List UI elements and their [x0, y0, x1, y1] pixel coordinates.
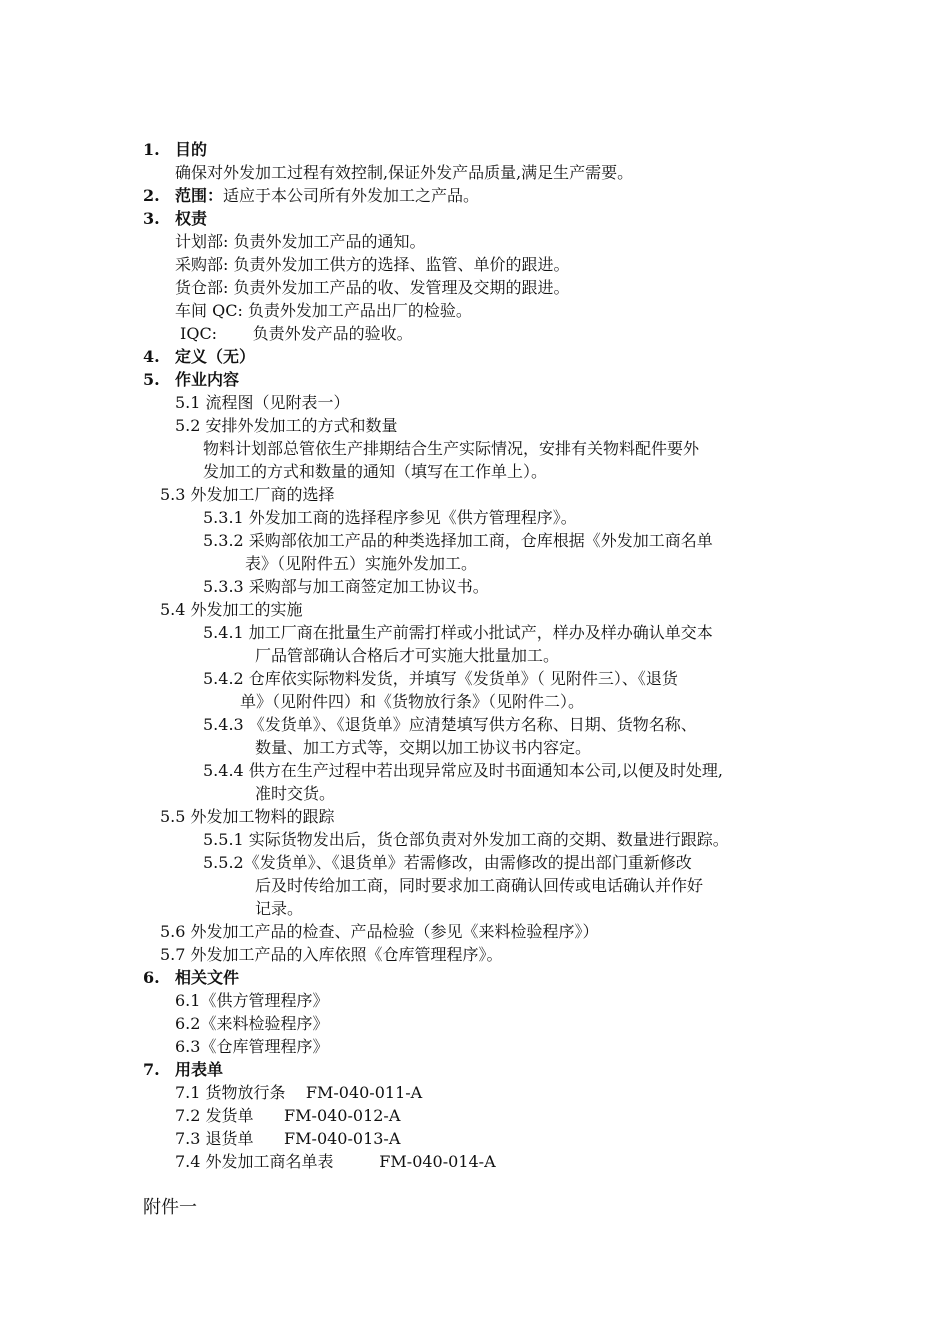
section-2-heading — [143, 185, 479, 207]
clause-5-2-text-cont: 发加工的方式和数量的通知（填写在工作单上）。 — [203, 462, 548, 481]
section-title: 权责 — [175, 209, 208, 228]
section-1-text: 确保对外发加工过程有效控制,保证外发产品质量,满足生产需要。 — [175, 163, 634, 182]
section-number: 4. — [143, 347, 160, 366]
clause-5-2: 5.2 安排外发加工的方式和数量 — [175, 416, 398, 435]
related-doc-item: 6.2《来料检验程序》 — [175, 1014, 329, 1033]
clause-5-5: 5.5 外发加工物料的跟踪 — [160, 807, 335, 826]
section-number: 2. — [143, 186, 160, 205]
clause-5-4-4-cont: 准时交货。 — [255, 784, 336, 803]
section-title: 目的 — [175, 140, 208, 159]
section-4-heading — [143, 346, 255, 368]
attachment-label: 附件一 — [143, 1197, 197, 1218]
clause-5-4-1-cont: 厂品管部确认合格后才可实施大批量加工。 — [255, 646, 560, 665]
section-7-heading — [143, 1059, 223, 1081]
section-title: 作业内容 — [175, 370, 240, 389]
clause-5-3-3: 5.3.3 采购部与加工商签定加工协议书。 — [203, 577, 489, 596]
clause-5-4-3-cont: 数量、加工方式等，交期以加工协议书内容定。 — [255, 738, 592, 757]
related-doc-item: 6.1《供方管理程序》 — [175, 991, 329, 1010]
related-doc-item: 6.3《仓库管理程序》 — [175, 1037, 329, 1056]
clause-5-1: 5.1 流程图（见附表一） — [175, 393, 350, 412]
section-number: 3. — [143, 209, 160, 228]
clause-5-5-2-cont2: 记录。 — [255, 899, 304, 918]
section-number: 7. — [143, 1060, 160, 1079]
clause-5-3-1: 5.3.1 外发加工商的选择程序参见《供方管理程序》。 — [203, 508, 577, 527]
duty-iqc: IQC: 负责外发产品的验收。 — [180, 324, 413, 343]
clause-5-5-1: 5.5.1 实际货物发出后，货仓部负责对外发加工商的交期、数量进行跟踪。 — [203, 830, 729, 849]
section-1-heading — [143, 139, 207, 161]
section-number: 6. — [143, 968, 160, 987]
section-title: 定义（无） — [175, 347, 256, 366]
clause-5-4-2-cont: 单》（见附件四）和《货物放行条》（见附件二）。 — [240, 692, 585, 711]
clause-5-4-2: 5.4.2 仓库依实际物料发货，并填写《发货单》（ 见附件三）、《退货 — [203, 669, 678, 688]
clause-5-3: 5.3 外发加工厂商的选择 — [160, 485, 335, 504]
form-item: 7.3 退货单 FM-040-013-A — [175, 1129, 401, 1148]
section-2-text: 适应于本公司所有外发加工之产品。 — [223, 186, 480, 205]
clause-5-4: 5.4 外发加工的实施 — [160, 600, 303, 619]
duty-purchasing: 采购部: 负责外发加工供方的选择、监管、单价的跟进。 — [175, 255, 570, 274]
clause-5-5-2-cont: 后及时传给加工商，同时要求加工商确认回传或电话确认并作好 — [255, 876, 704, 895]
section-6-heading — [143, 967, 239, 989]
clause-5-2-text: 物料计划部总管依生产排期结合生产实际情况，安排有关物料配件要外 — [203, 439, 700, 458]
form-item: 7.2 发货单 FM-040-012-A — [175, 1106, 401, 1125]
section-number: 1. — [143, 140, 160, 159]
clause-5-4-1: 5.4.1 加工厂商在批量生产前需打样或小批试产，样办及样办确认单交本 — [203, 623, 713, 642]
clause-5-6: 5.6 外发加工产品的检查、产品检验（参见《来料检验程序》） — [160, 922, 599, 941]
duty-workshop-qc: 车间 QC: 负责外发加工产品出厂的检验。 — [175, 301, 472, 320]
clause-5-4-4: 5.4.4 供方在生产过程中若出现异常应及时书面通知本公司,以便及时处理, — [203, 761, 723, 780]
form-item: 7.1 货物放行条 FM-040-011-A — [175, 1083, 423, 1102]
section-title: 范围： — [175, 186, 224, 205]
section-number: 5. — [143, 370, 160, 389]
clause-5-7: 5.7 外发加工产品的入库依照《仓库管理程序》。 — [160, 945, 503, 964]
section-3-heading — [143, 208, 207, 230]
duty-planning: 计划部: 负责外发加工产品的通知。 — [175, 232, 426, 251]
clause-5-3-2: 5.3.2 采购部依加工产品的种类选择加工商，仓库根据《外发加工商名单 — [203, 531, 713, 550]
clause-5-5-2: 5.5.2《发货单》、《退货单》若需修改，由需修改的提出部门重新修改 — [203, 853, 692, 872]
clause-5-4-3: 5.4.3 《发货单》、《退货单》应清楚填写供方名称、日期、货物名称、 — [203, 715, 697, 734]
form-item: 7.4 外发加工商名单表 FM-040-014-A — [175, 1152, 496, 1171]
section-title: 相关文件 — [175, 968, 240, 987]
duty-warehouse: 货仓部: 负责外发加工产品的收、发管理及交期的跟进。 — [175, 278, 570, 297]
section-title: 用表单 — [175, 1060, 224, 1079]
section-5-heading — [143, 369, 239, 391]
clause-5-3-2-cont: 表》（见附件五）实施外发加工。 — [245, 554, 478, 573]
